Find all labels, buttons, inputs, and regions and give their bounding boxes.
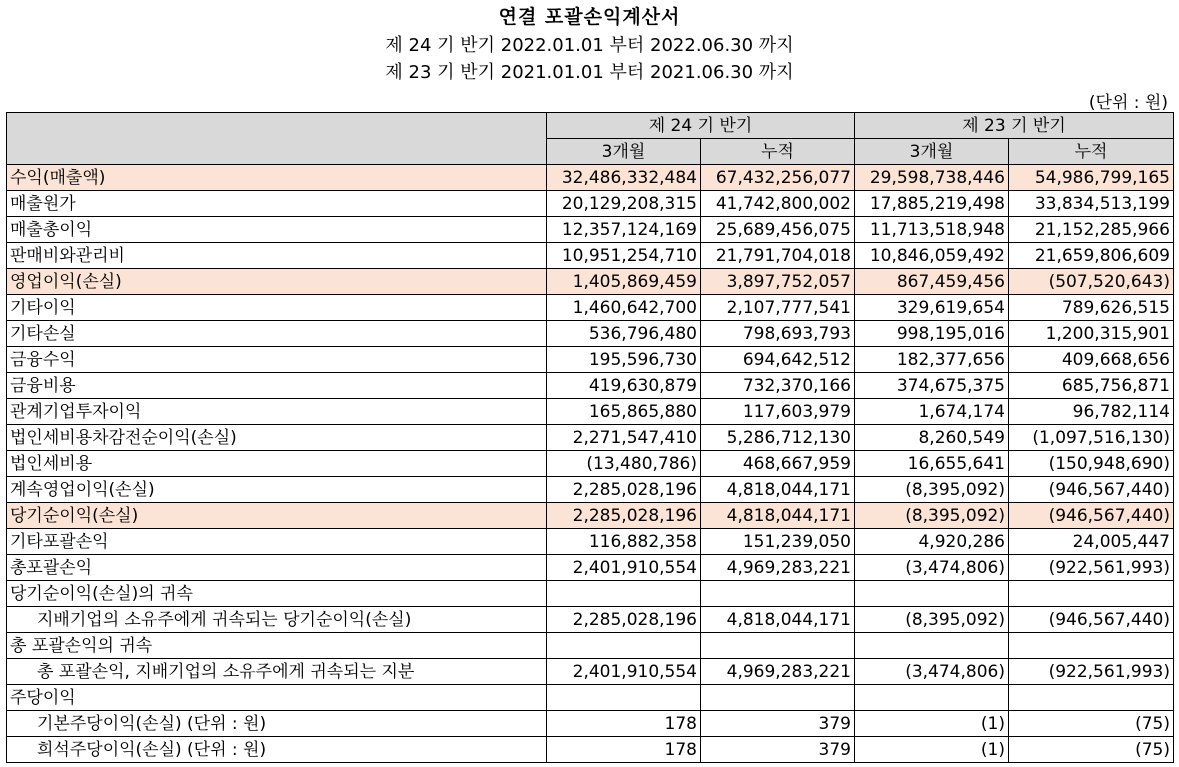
value-current-cumulative: 694,642,512 [701, 347, 855, 373]
value-prior-3months: 867,459,456 [855, 269, 1009, 295]
account-label: 총 포괄손익, 지배기업의 소유주에게 귀속되는 지분 [7, 659, 547, 685]
value-current-cumulative [701, 633, 855, 659]
value-current-cumulative: 4,818,044,171 [701, 477, 855, 503]
account-label: 수익(매출액) [7, 165, 547, 191]
value-prior-3months: 998,195,016 [855, 321, 1009, 347]
value-prior-cumulative: (922,561,993) [1009, 659, 1174, 685]
header-prior-period: 제 23 기 반기 [855, 113, 1174, 139]
value-prior-cumulative [1009, 685, 1174, 711]
account-label: 기타이익 [7, 295, 547, 321]
value-current-cumulative: 379 [701, 737, 855, 763]
account-label: 판매비와관리비 [7, 243, 547, 269]
table-row [7, 581, 1174, 607]
account-label: 매출총이익 [7, 217, 547, 243]
value-prior-3months: 17,885,219,498 [855, 191, 1009, 217]
value-prior-3months: 1,674,174 [855, 399, 1009, 425]
value-prior-3months [855, 685, 1009, 711]
value-prior-cumulative: (75) [1009, 711, 1174, 737]
value-prior-cumulative: 21,152,285,966 [1009, 217, 1174, 243]
value-prior-3months [855, 633, 1009, 659]
value-prior-cumulative: (507,520,643) [1009, 269, 1174, 295]
table-row [7, 321, 1174, 347]
value-current-cumulative [701, 581, 855, 607]
value-prior-cumulative: 24,005,447 [1009, 529, 1174, 555]
value-prior-cumulative: 54,986,799,165 [1009, 165, 1174, 191]
value-prior-3months: (3,474,806) [855, 555, 1009, 581]
value-current-cumulative: 25,689,456,075 [701, 217, 855, 243]
value-current-3months: (13,480,786) [547, 451, 701, 477]
value-prior-cumulative: 1,200,315,901 [1009, 321, 1174, 347]
value-current-3months: 419,630,879 [547, 373, 701, 399]
value-current-cumulative: 21,791,704,018 [701, 243, 855, 269]
account-label: 지배기업의 소유주에게 귀속되는 당기순이익(손실) [7, 607, 547, 633]
value-prior-3months: (1) [855, 737, 1009, 763]
value-current-3months: 32,486,332,484 [547, 165, 701, 191]
account-label: 당기순이익(손실)의 귀속 [7, 581, 547, 607]
header-current-period: 제 24 기 반기 [547, 113, 855, 139]
value-prior-cumulative: 789,626,515 [1009, 295, 1174, 321]
value-current-3months [547, 685, 701, 711]
value-prior-3months: (8,395,092) [855, 503, 1009, 529]
value-prior-3months [855, 581, 1009, 607]
value-current-3months: 178 [547, 737, 701, 763]
value-current-cumulative: 4,969,283,221 [701, 659, 855, 685]
value-current-3months: 178 [547, 711, 701, 737]
value-current-cumulative: 4,969,283,221 [701, 555, 855, 581]
value-current-3months: 2,401,910,554 [547, 659, 701, 685]
value-current-3months: 165,865,880 [547, 399, 701, 425]
value-prior-3months: 29,598,738,446 [855, 165, 1009, 191]
value-current-cumulative: 732,370,166 [701, 373, 855, 399]
table-row [7, 347, 1174, 373]
value-prior-3months: 374,675,375 [855, 373, 1009, 399]
value-current-cumulative: 41,742,800,002 [701, 191, 855, 217]
value-current-3months: 2,271,547,410 [547, 425, 701, 451]
header-current-cumulative: 누적 [701, 139, 855, 165]
account-label: 당기순이익(손실) [7, 503, 547, 529]
value-prior-cumulative: (946,567,440) [1009, 477, 1174, 503]
account-label: 계속영업이익(손실) [7, 477, 547, 503]
value-prior-3months: (8,395,092) [855, 477, 1009, 503]
value-current-cumulative: 3,897,752,057 [701, 269, 855, 295]
value-prior-3months: 10,846,059,492 [855, 243, 1009, 269]
account-label: 기본주당이익(손실) (단위 : 원) [7, 711, 547, 737]
account-label: 영업이익(손실) [7, 269, 547, 295]
value-current-cumulative: 4,818,044,171 [701, 607, 855, 633]
value-current-3months: 2,285,028,196 [547, 607, 701, 633]
value-prior-cumulative: (75) [1009, 737, 1174, 763]
table-row [7, 399, 1174, 425]
period-prior: 제 23 기 반기 2021.01.01 부터 2021.06.30 까지 [385, 62, 794, 83]
table-row [7, 737, 1174, 763]
account-label: 관계기업투자이익 [7, 399, 547, 425]
account-label: 법인세비용 [7, 451, 547, 477]
account-label: 희석주당이익(손실) (단위 : 원) [7, 737, 547, 763]
value-prior-3months: 8,260,549 [855, 425, 1009, 451]
table-row [7, 243, 1174, 269]
value-prior-cumulative: (946,567,440) [1009, 607, 1174, 633]
value-prior-cumulative: 96,782,114 [1009, 399, 1174, 425]
table-row [7, 191, 1174, 217]
table-row [7, 451, 1174, 477]
value-current-3months: 195,596,730 [547, 347, 701, 373]
value-current-3months: 12,357,124,169 [547, 217, 701, 243]
header-row-periods [7, 113, 1174, 139]
value-current-cumulative: 4,818,044,171 [701, 503, 855, 529]
statement-title: 연결 포괄손익계산서 [498, 6, 681, 28]
value-current-3months: 2,401,910,554 [547, 555, 701, 581]
value-prior-3months: (1) [855, 711, 1009, 737]
value-current-cumulative: 117,603,979 [701, 399, 855, 425]
value-prior-3months: 11,713,518,948 [855, 217, 1009, 243]
value-prior-3months: 16,655,641 [855, 451, 1009, 477]
value-current-cumulative: 2,107,777,541 [701, 295, 855, 321]
table-row [7, 555, 1174, 581]
value-prior-3months: 182,377,656 [855, 347, 1009, 373]
value-current-3months: 116,882,358 [547, 529, 701, 555]
value-prior-cumulative: 409,668,656 [1009, 347, 1174, 373]
value-current-cumulative: 151,239,050 [701, 529, 855, 555]
unit-note: (단위 : 원) [1088, 93, 1168, 113]
account-label: 기타손실 [7, 321, 547, 347]
account-label: 기타포괄손익 [7, 529, 547, 555]
value-current-cumulative: 379 [701, 711, 855, 737]
table-row [7, 607, 1174, 633]
value-prior-3months: 4,920,286 [855, 529, 1009, 555]
value-current-cumulative: 67,432,256,077 [701, 165, 855, 191]
value-prior-3months: (8,395,092) [855, 607, 1009, 633]
value-prior-cumulative: 685,756,871 [1009, 373, 1174, 399]
account-label: 총포괄손익 [7, 555, 547, 581]
value-prior-3months: 329,619,654 [855, 295, 1009, 321]
value-prior-cumulative [1009, 633, 1174, 659]
table-row [7, 529, 1174, 555]
table-row [7, 373, 1174, 399]
table-row [7, 269, 1174, 295]
table-row [7, 425, 1174, 451]
table-row [7, 295, 1174, 321]
period-current: 제 24 기 반기 2022.01.01 부터 2022.06.30 까지 [385, 35, 794, 56]
value-current-3months: 1,460,642,700 [547, 295, 701, 321]
table-row [7, 503, 1174, 529]
value-prior-cumulative: 33,834,513,199 [1009, 191, 1174, 217]
header-current-3months: 3개월 [547, 139, 701, 165]
table-row [7, 217, 1174, 243]
value-prior-3months: (3,474,806) [855, 659, 1009, 685]
account-label: 금융비용 [7, 373, 547, 399]
table-row [7, 659, 1174, 685]
value-current-3months: 2,285,028,196 [547, 503, 701, 529]
value-prior-cumulative: (1,097,516,130) [1009, 425, 1174, 451]
account-label: 총 포괄손익의 귀속 [7, 633, 547, 659]
value-prior-cumulative [1009, 581, 1174, 607]
account-label: 매출원가 [7, 191, 547, 217]
value-current-cumulative [701, 685, 855, 711]
value-current-cumulative: 5,286,712,130 [701, 425, 855, 451]
value-current-3months: 1,405,869,459 [547, 269, 701, 295]
value-current-3months [547, 581, 701, 607]
income-statement-table [6, 112, 1174, 763]
value-current-3months: 20,129,208,315 [547, 191, 701, 217]
value-current-3months: 536,796,480 [547, 321, 701, 347]
value-prior-cumulative: (946,567,440) [1009, 503, 1174, 529]
header-account-cell [7, 113, 547, 165]
table-row [7, 711, 1174, 737]
value-current-3months: 2,285,028,196 [547, 477, 701, 503]
value-current-cumulative: 798,693,793 [701, 321, 855, 347]
header-prior-cumulative: 누적 [1009, 139, 1174, 165]
value-prior-cumulative: (922,561,993) [1009, 555, 1174, 581]
table-row [7, 685, 1174, 711]
table-row [7, 477, 1174, 503]
table-row [7, 165, 1174, 191]
value-current-cumulative: 468,667,959 [701, 451, 855, 477]
account-label: 법인세비용차감전순이익(손실) [7, 425, 547, 451]
value-prior-cumulative: 21,659,806,609 [1009, 243, 1174, 269]
account-label: 금융수익 [7, 347, 547, 373]
header-prior-3months: 3개월 [855, 139, 1009, 165]
account-label: 주당이익 [7, 685, 547, 711]
value-prior-cumulative: (150,948,690) [1009, 451, 1174, 477]
value-current-3months: 10,951,254,710 [547, 243, 701, 269]
table-row [7, 633, 1174, 659]
value-current-3months [547, 633, 701, 659]
